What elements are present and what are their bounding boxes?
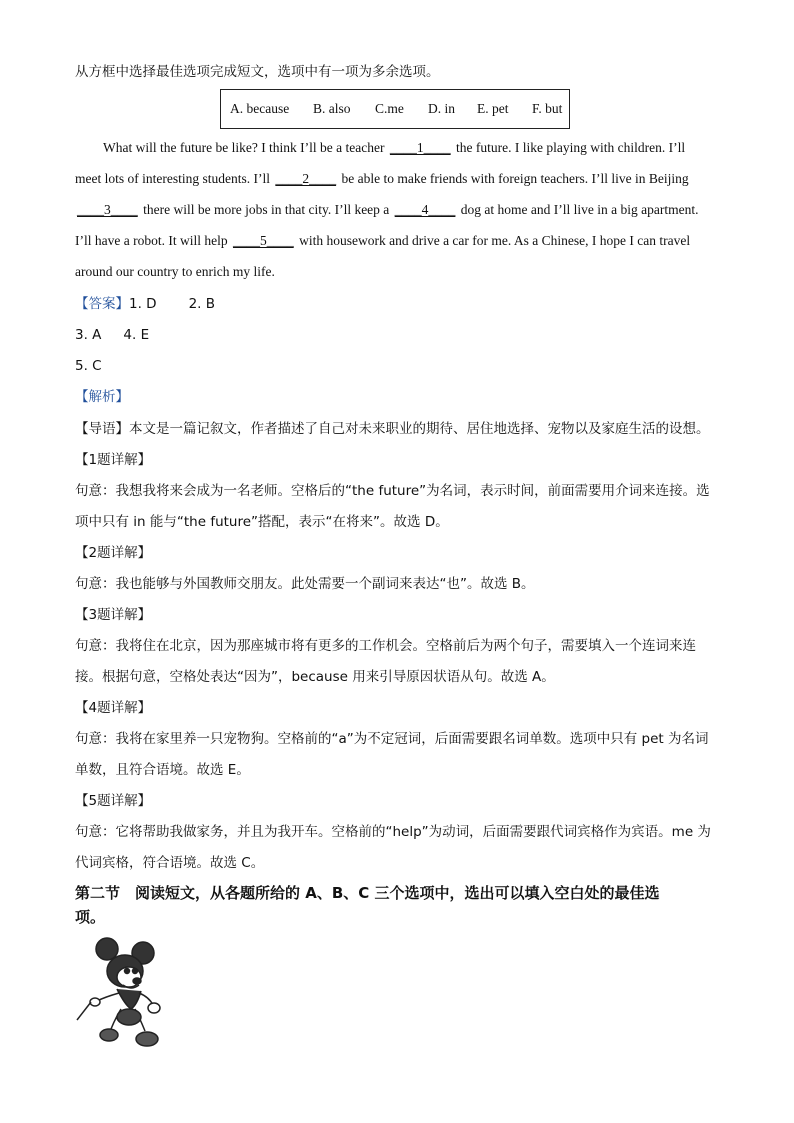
passage-line-3: ____3____ there will be more jobs in that city. I’ll keep a ____4____ dog at home and I’ll live in a big apartment. [77,202,699,217]
blank-2: ____2____ [275,171,337,186]
q4-title: 【4题详解】 [75,700,152,716]
blank-1: ____1____ [389,140,451,155]
q1-text-2: 项中只有 in 能与“the future”搭配，表示“在将来”。故选 D。 [75,514,449,530]
q2-text-1: 句意：我也能够与外国教师交朋友。此处需要一个副词来表达“也”。故选 B。 [75,576,535,592]
blank-4: ____4____ [394,202,456,217]
answer-3: 3. A [75,327,102,343]
passage-line-1: What will the future be like? I think I’ll be a teacher ____1____ the future. I like playing with children. I’ll [103,140,686,155]
answer-label: 【答案】 [75,296,129,312]
instruction: 从方框中选择最佳选项完成短文，选项中有一项为多余选项。 [75,64,440,80]
analysis-label: 【解析】 [75,389,129,405]
q4-text-1: 句意：我将在家里养一只宠物狗。空格前的“a”为不定冠词，后面需要跟名词单数。选项中只有 pet 为名词 [75,731,709,747]
q5-text-1: 句意：它将帮助我做家务，并且为我开车。空格前的“help”为动词，后面需要跟代词宾格作为宾语。me 为 [75,824,711,840]
answer-line-1 [75,295,215,313]
q3-text-1: 句意：我将住在北京，因为那座城市将有更多的工作机会。空格前后为两个句子，需要填入一个连词来连 [75,638,696,654]
options-box [220,89,570,129]
q3-title: 【3题详解】 [75,607,152,623]
blank-3: ____3____ [77,202,138,217]
option-d: D. in [428,101,455,116]
option-f: F. but [532,101,563,116]
option-c: C.me [375,101,404,116]
q1-title: 【1题详解】 [75,452,152,468]
passage-line-4: I’ll have a robot. It will help ____5____ with housework and drive a car for me. As a Chinese, I hope I can travel [75,233,691,248]
q4-text-2: 单数，且符合语境。故选 E。 [75,762,250,778]
answer-1: 1. D [129,296,157,312]
answer-2: 2. B [188,296,216,312]
q2-title: 【2题详解】 [75,545,152,561]
blank-5: ____5____ [232,233,294,248]
passage-line-2: meet lots of interesting students. I’ll ____2____ be able to make friends with foreign teachers. I’ll live in Beijing [75,171,689,186]
answer-line-2 [75,326,149,344]
option-a: A. because [230,101,290,116]
mickey-mouse-illustration [75,935,165,1050]
guide-text: 【导语】本文是一篇记叙文，作者描述了自己对未来职业的期待、居住地选择、宠物以及家庭生活的设想。 [75,421,710,437]
section2-heading-1: 第二节 阅读短文，从各题所给的 A、B、C 三个选项中，选出可以填入空白处的最佳选 [75,884,660,902]
option-b: B. also [313,101,351,116]
section2-heading-2: 项。 [75,908,106,926]
answer-5: 5. C [75,358,102,374]
q3-text-2: 接。根据句意，空格处表达“因为”，because 用来引导原因状语从句。故选 A。 [75,669,555,685]
q1-text-1: 句意：我想我将来会成为一名老师。空格后的“the future”为名词，表示时间，前面需要用介词来连接。选 [75,483,710,499]
q5-text-2: 代词宾格，符合语境。故选 C。 [75,855,265,871]
q5-title: 【5题详解】 [75,793,152,809]
answer-4: 4. E [123,327,150,343]
option-e: E. pet [477,101,509,116]
passage-line-5: around our country to enrich my life. [75,264,275,279]
